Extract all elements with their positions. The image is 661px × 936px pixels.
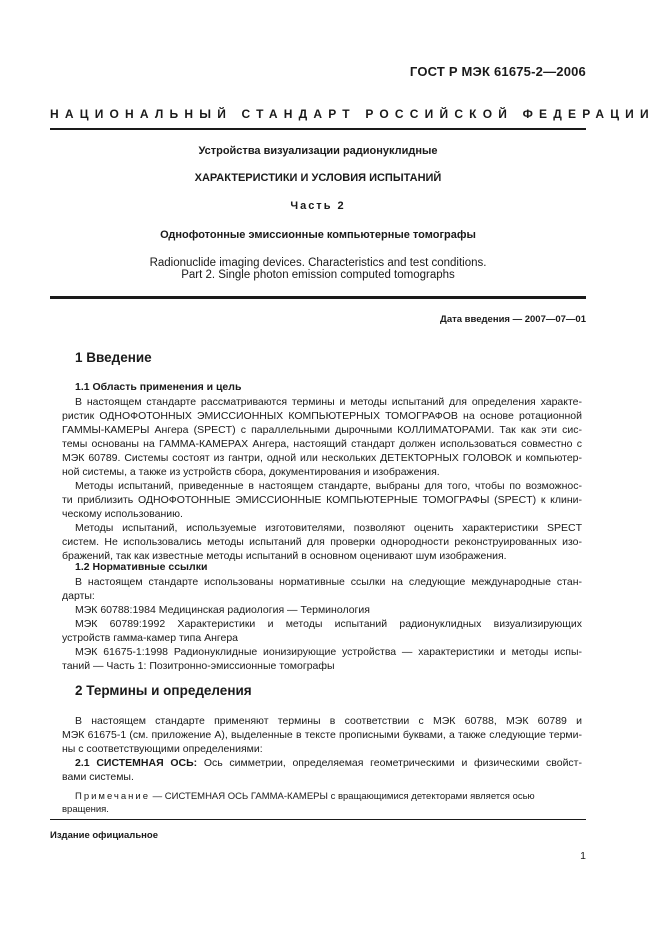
english-title-1: Radionuclide imaging devices. Characteristics and test conditions. [149, 257, 487, 269]
title-part: Часть 2 [290, 200, 346, 212]
footer-rule [50, 819, 586, 820]
subsection-1-2-heading: 1.2 Нормативные ссылки [75, 561, 208, 573]
note-label: Примечание [75, 791, 150, 802]
ref-line-1: дарты: [62, 590, 95, 602]
intro-date: Дата введения — 2007—07—01 [440, 314, 586, 325]
definition-term: СИСТЕМНАЯ ОСЬ: [96, 757, 198, 769]
s1-line-9: Методы испытаний, используемые изготовителями, позволяют оценить характеристики SPECT [75, 522, 582, 534]
top-rule [50, 128, 586, 130]
ref-line-3: МЭК 60789:1992 Характеристики и методы испытаний радионуклидных визуализирующих [75, 618, 582, 630]
s1-line-8: ческому использованию. [62, 508, 183, 520]
ref-line-4: устройств гамма-камер типа Ангера [62, 632, 239, 644]
note-line-2: вращения. [62, 804, 109, 815]
english-title-2: Part 2. Single photon emission computed tomographs [181, 269, 455, 281]
s1-line-7: ти приблизить ОДНОФОТОННЫЕ ЭМИССИОННЫЕ КОМПЬЮТЕРНЫЕ ТОМОГРАФЫ (SPECT) к клини- [62, 494, 582, 506]
title-line-4: Однофотонные эмиссионные компьютерные томографы [160, 229, 476, 241]
national-standard-banner: НАЦИОНАЛЬНЫЙ СТАНДАРТ РОССИЙСКОЙ ФЕДЕРАЦИИ [50, 107, 655, 121]
title-line-1: Устройства визуализации радионуклидные [198, 145, 438, 157]
s1-line-10: систем. Не использовались методы испытаний для проверки однородности реконструированных изо- [62, 536, 582, 548]
s1-line-0: В настоящем стандарте рассматриваются термины и методы испытаний для определения характе- [75, 396, 582, 408]
s1-line-1: ристик ОДНОФОТОННЫХ ЭМИССИОННЫХ КОМПЬЮТЕРНЫХ ТОМОГРАФОВ на основе ротационной [62, 410, 582, 422]
page-number: 1 [580, 850, 586, 862]
s1-line-6: Методы испытаний, приведенные в настоящем стандарте, выбраны для того, чтобы по возможнос- [75, 480, 582, 492]
ref-line-0: В настоящем стандарте использованы нормативные ссылки на следующие международные стан- [75, 576, 582, 588]
document-number: ГОСТ Р МЭК 61675-2—2006 [409, 64, 586, 79]
s1-line-3: темы основаны на ГАММА-КАМЕРАХ Ангера, настоящий стандарт должен использоваться совместно с [62, 438, 582, 450]
ref-line-2: МЭК 60788:1984 Медицинская радиология — Терминология [75, 604, 370, 616]
s1-line-2: ГАММЫ-КАМЕРЫ Ангера (SPECT) с параллельными дырочными КОЛЛИМАТОРАМИ. Так как эти сис- [62, 424, 582, 436]
definition-text-2: вами системы. [62, 771, 134, 783]
s1-line-5: ной системы, а также из устройств сбора, документирования и изображения. [62, 466, 440, 478]
middle-rule [50, 296, 586, 299]
subsection-1-1-heading: 1.1 Область применения и цель [75, 381, 242, 393]
s1-line-4: МЭК 60789. Системы состоят из гантри, одной или нескольких ДЕТЕКТОРНЫХ ГОЛОВОК и компьютер- [62, 452, 582, 464]
s2-line-1: МЭК 61675-1 (см. приложение А), выделенные в тексте прописными буквами, а также следующие терми- [62, 729, 582, 741]
note-text-1: — СИСТЕМНАЯ ОСЬ ГАММА-КАМЕРЫ с вращающимися детекторами является осью [152, 791, 535, 802]
ref-line-5: МЭК 61675-1:1998 Радионуклидные ионизирующие устройства — характеристики и методы испы- [75, 646, 582, 658]
s1-line-11: бражений, так как известные методы испытаний в основном оценивают шум изображения. [62, 550, 507, 562]
edition-label: Издание официальное [50, 830, 158, 841]
note-line-1 [75, 791, 582, 802]
definition-2-1 [75, 756, 582, 770]
s2-line-2: ны с соответствующими определениями: [62, 743, 263, 755]
definition-text-1: Ось симметрии, определяемая геометрическими и физическими свойст- [203, 757, 582, 769]
ref-line-6: таний — Часть 1: Позитронно-эмиссионные томографы [62, 660, 335, 672]
s2-line-0: В настоящем стандарте применяют термины в соответствии с МЭК 60788, МЭК 60789 и [75, 715, 582, 727]
section-1-heading: 1 Введение [75, 350, 152, 365]
definition-number: 2.1 [75, 757, 90, 769]
title-line-2: ХАРАКТЕРИСТИКИ И УСЛОВИЯ ИСПЫТАНИЙ [194, 172, 442, 184]
section-2-heading: 2 Термины и определения [75, 683, 252, 698]
